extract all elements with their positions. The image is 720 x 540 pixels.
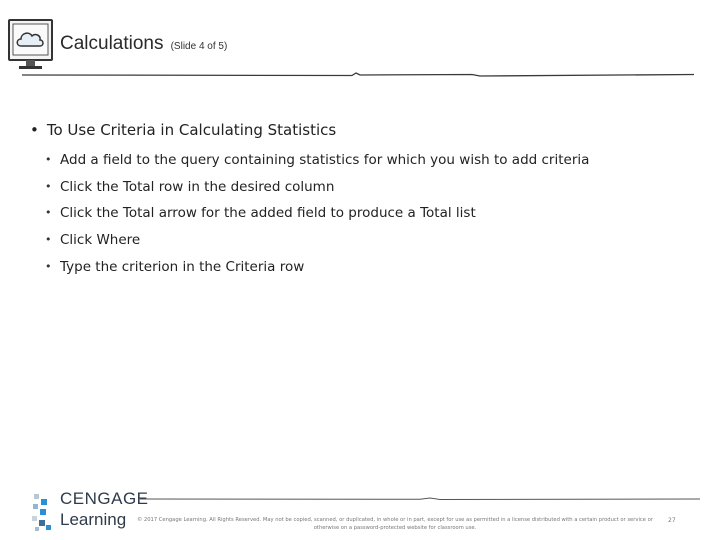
sub-bullet-text: Add a field to the query containing statistics for which you wish to add criteria bbox=[60, 152, 590, 168]
bullet-icon: • bbox=[45, 206, 52, 220]
cloud-monitor-icon bbox=[7, 18, 54, 72]
sub-bullet-text: Click the Total row in the desired column bbox=[60, 178, 335, 195]
logo-wordmark-top: CENGAGE bbox=[60, 489, 149, 508]
bullet-icon: • bbox=[45, 233, 52, 247]
bullet-icon: • bbox=[45, 179, 52, 193]
slide-title bbox=[60, 33, 227, 55]
main-bullet-text: To Use Criteria in Calculating Statistics bbox=[46, 121, 337, 139]
sub-bullet-text: Type the criterion in the Criteria row bbox=[60, 258, 305, 275]
header-divider bbox=[22, 70, 694, 78]
bullet-icon: • bbox=[45, 259, 52, 273]
copyright-notice: © 2017 Cengage Learning. All Rights Reserved. May not be copied, scanned, or duplicated, in whole or in part, except for use as permitted in a license distributed with a certain product or service or otherwise on a password-protected website for classroom use. bbox=[137, 517, 653, 531]
list-item bbox=[45, 177, 589, 204]
title-text: Calculations bbox=[60, 33, 164, 54]
bullet-icon: • bbox=[45, 153, 52, 166]
list-item bbox=[45, 257, 589, 284]
sub-bullet-text: Click Where bbox=[60, 232, 141, 249]
sub-bullet-text: Click the Total arrow for the added field to produce a Total list bbox=[60, 205, 476, 222]
sub-bullet-list bbox=[45, 150, 589, 283]
title-subtitle: (Slide 4 of 5) bbox=[170, 41, 228, 52]
logo-wordmark-bottom: Learning bbox=[60, 510, 127, 529]
list-item bbox=[45, 203, 589, 230]
bullet-icon: • bbox=[30, 121, 39, 139]
main-bullet bbox=[30, 121, 336, 139]
list-item bbox=[45, 150, 589, 177]
footer-divider bbox=[140, 496, 700, 502]
page-number: 27 bbox=[668, 517, 676, 524]
list-item bbox=[45, 230, 589, 257]
